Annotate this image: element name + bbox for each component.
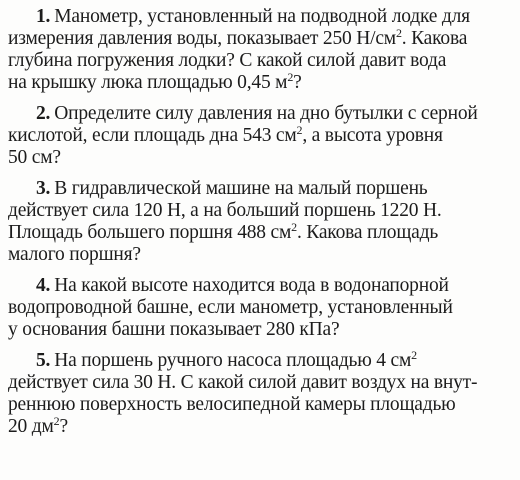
problem-number: 2. <box>36 103 51 124</box>
problem-text: . Какова <box>401 28 468 49</box>
problem-line <box>8 222 512 244</box>
problem-5 <box>8 350 512 438</box>
problem-text: На поршень ручного насоса площадью 4 см <box>54 350 412 371</box>
problem-text: В гидравлической машине на малый поршень <box>54 178 428 199</box>
problem-line <box>8 6 512 28</box>
problem-line <box>8 178 512 200</box>
problem-1 <box>8 6 512 94</box>
problem-line <box>8 394 512 416</box>
problem-text: малого поршня? <box>8 244 141 265</box>
problem-text: реннюю поверхность велосипедной камеры площадью <box>8 394 456 415</box>
problem-text: ? <box>59 416 68 437</box>
problem-line <box>8 147 512 169</box>
problem-line <box>8 200 512 222</box>
superscript: 2 <box>296 123 303 137</box>
superscript: 2 <box>395 26 402 40</box>
problem-text: на крышку люка площадью 0,45 м <box>8 72 288 93</box>
problem-line <box>8 319 512 341</box>
problem-line <box>8 372 512 394</box>
problem-text: . Какова площадь <box>296 222 439 243</box>
superscript: 2 <box>411 348 417 362</box>
problem-text: водопроводной башне, если манометр, установленный <box>8 297 453 318</box>
problem-line <box>8 125 512 147</box>
problem-text: измерения давления воды, показывает 250 Н/см <box>8 28 396 49</box>
problem-line <box>8 275 512 297</box>
problem-line <box>8 350 512 372</box>
problem-text: Определите силу давления на дно бутылки с серной <box>54 103 478 124</box>
problem-text: действует сила 120 Н, а на больший поршень 1220 Н. <box>8 200 442 221</box>
problem-line <box>8 28 512 50</box>
problem-number: 5. <box>36 350 51 371</box>
problem-number: 3. <box>36 178 51 199</box>
problem-text: На какой высоте находится вода в водонапорной <box>54 275 449 296</box>
problem-number: 1. <box>36 6 51 27</box>
problem-line <box>8 50 512 72</box>
problem-text: 50 см? <box>8 147 61 168</box>
problem-text: глубина погружения лодки? С какой силой давит вода <box>8 50 447 71</box>
problem-3 <box>8 178 512 266</box>
problem-line <box>8 103 512 125</box>
problem-text: Манометр, установленный на подводной лодке для <box>54 6 470 27</box>
problem-line <box>8 416 512 438</box>
problem-number: 4. <box>36 275 51 296</box>
problem-text: , а высота уровня <box>302 125 443 146</box>
superscript: 2 <box>53 414 60 428</box>
problem-4 <box>8 275 512 341</box>
problem-text: ? <box>293 72 302 93</box>
problem-text: 20 дм <box>8 416 54 437</box>
problem-text: Площадь большего поршня 488 см <box>8 222 292 243</box>
problem-2 <box>8 103 512 169</box>
problem-line <box>8 244 512 266</box>
problem-text: действует сила 30 Н. С какой силой давит воздух на внут- <box>8 372 478 393</box>
problem-text: кислотой, если площадь дна 543 см <box>8 125 297 146</box>
superscript: 2 <box>287 70 294 84</box>
problem-text: у основания башни показывает 280 кПа? <box>8 319 340 340</box>
superscript: 2 <box>291 220 297 234</box>
problem-line <box>8 297 512 319</box>
problem-line <box>8 72 512 94</box>
